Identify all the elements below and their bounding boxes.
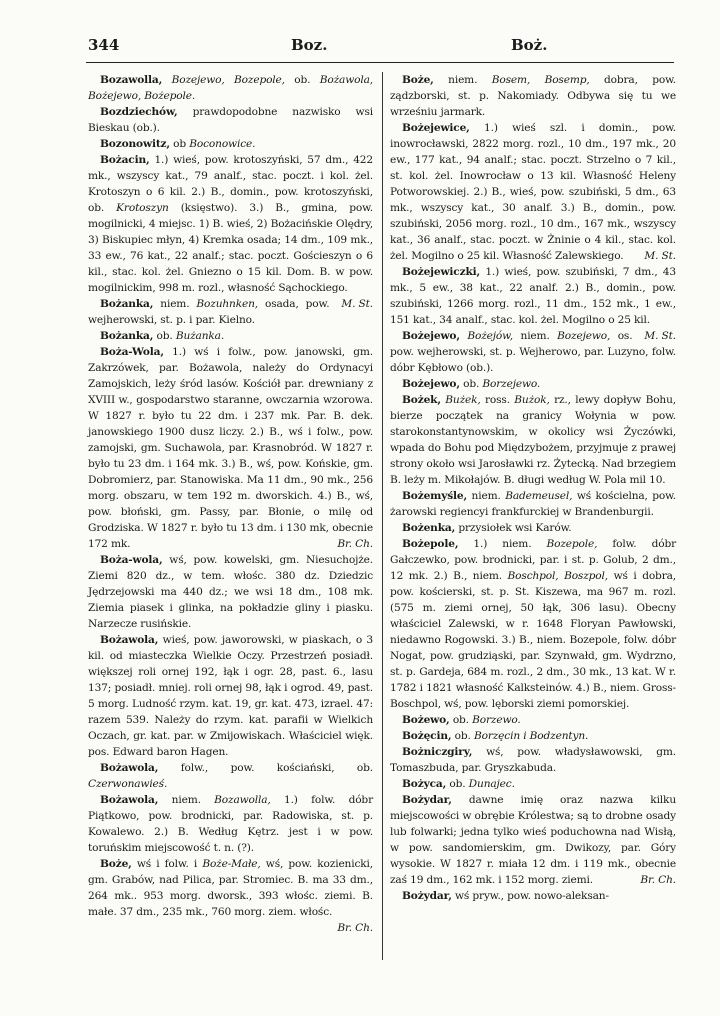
entry-author: M. St.: [644, 250, 676, 262]
entry-italic: Bużok,: [514, 394, 550, 406]
right-column: [390, 72, 676, 904]
entry-headword: Bożewo,: [402, 714, 450, 726]
entry-text: folw., pow. kościański, ob.: [158, 762, 373, 774]
entry-text: osada, pow. wejherowski, st. p. i par. Kielno.: [88, 298, 330, 326]
entry-headword: Boże,: [100, 858, 132, 870]
entry-headword: Bożanka,: [100, 298, 154, 310]
entry-headword: Bożydar,: [402, 890, 452, 902]
entry-text: ob.: [284, 74, 320, 86]
entry-headword: Bożawola,: [100, 634, 159, 646]
entry-headword: Bożanka,: [100, 330, 154, 342]
dictionary-entry: [390, 712, 676, 728]
entry-headword: Bożek,: [402, 394, 441, 406]
entry-text: niem.: [467, 490, 506, 502]
entry-text: dobra, pow. ządzborski, st. p. Nakomiady. Odbywa się tu we wrześniu jarmark.: [390, 74, 676, 118]
entry-headword: Bozonowitz,: [100, 138, 170, 150]
entry-text: ob: [169, 138, 190, 150]
entry-italic: Boschpol, Boszpol,: [507, 570, 608, 582]
entry-text: wś, pow. kozienicki, gm. Grabów, nad Pilica, par. Stromiec. B. ma 33 dm., 264 mk.. 953 morg. dworsk., 393 włośc. ziemi. B. małe. 37 dm., 235 mk., 760 morg. ziem. włośc.: [88, 858, 373, 918]
entry-text: ob.: [153, 330, 176, 342]
entry-text: ob.: [459, 378, 483, 390]
entry-headword: Boża-Wola,: [100, 346, 164, 358]
entry-text: 1.) folw. dóbr Piątkowo, pow. brodnicki, par. Radowiska, st. p. Kowalewo. 2.) B. Według Kętrz. jest i w pow. toruńskim miejscowość t. n. (?).: [88, 794, 373, 854]
entry-text: folw. dóbr Gałczewko, pow. brodnicki, par. i st. p. Golub, 2 dm., 12 mk. 2.) B., niem.: [390, 538, 676, 582]
entry-headword: Bożejewo,: [402, 378, 460, 390]
entry-italic: Borzęcin i Bodzentyn.: [473, 730, 589, 742]
entry-italic: Bozejewo,: [557, 330, 611, 342]
header-rule: [86, 62, 674, 63]
entry-headword: Bozawolla,: [100, 74, 163, 86]
dictionary-entry: [88, 136, 373, 152]
entry-text: niem.: [153, 298, 197, 310]
entry-text: 1.) niem.: [458, 538, 547, 550]
dictionary-entry: [390, 888, 676, 904]
dictionary-entry: [390, 520, 676, 536]
entry-author: Br. Ch.: [337, 538, 373, 550]
dictionary-entry: [390, 376, 676, 392]
entry-headword: Bożniczgiry,: [402, 746, 473, 758]
page-number: 344: [88, 36, 120, 54]
dictionary-entry: [390, 728, 676, 744]
dictionary-entry: [390, 536, 676, 712]
dictionary-entry: [390, 744, 676, 776]
entry-text: 1.) wieś, pow. krotoszyński, 57 dm., 422 mk., wszyscy kat., 79 analf., stac. poczt. i kol. żel. Krotoszyn o 6 kil. 2.) B., domin., pow. krotoszyński, ob.: [88, 154, 373, 214]
entry-text: dawne imię oraz nazwa kilku miejscowości w obrębie Królestwa; są to drobne osady lub folwarki; jedna tylko wieś poduchowna nad Wisłą, w pow. sandomierskim, gm. Dwikozy, par. Góry wysokie. W 1827 r. miała 12 dm. i 119 mk., obecnie zaś 19 dm., 162 mk. i 152 morg. ziemi.: [390, 794, 676, 886]
entry-italic: Bademeusel,: [505, 490, 573, 502]
entry-text: wś, pow. władysławowski, gm. Tomaszbuda, par. Gryszkabuda.: [390, 746, 676, 774]
dictionary-entry: [88, 760, 373, 792]
dictionary-entry: [88, 792, 373, 856]
left-running-head: Boz.: [291, 36, 328, 54]
entry-text: [162, 74, 171, 86]
entry-italic: Bozepole,: [546, 538, 598, 550]
entry-text: 1.) wś i folw., pow. janowski, gm. Zakrzówek, par. Bożawola, należy do Ordynacyi Zamojskich, leży śród lasów. Kościół par. drewniany z XVIII w., gospodarstwo staranne, owczarnia wzorowa. W 1827 r. było tu 22 dm. i 237 mk. Par. B. dek. janowskiego 1900 dusz liczy. 2.) B., wś i folw., pow. zamojski, gm. Suchawola, par. Krasnobród. W 1827 r. było tu 23 dm. i 164 mk. 3.) B., wś, pow. Końskie, gm. Dobromierz, par. Stanowiska. Ma 11 dm., 90 mk., 256 morg. obszaru, w tem 192 m. dworskich. 4.) B., wś, pow. błoński, gm. Passy, par. Błonie, o milę od Grodziska. W 1827 r. było tu 13 dm. i 130 mk, obecnie 172 mk.: [88, 346, 373, 550]
right-running-head: Boż.: [511, 36, 548, 54]
entry-italic: Borzewo.: [472, 714, 521, 726]
entry-author: Br. Ch.: [640, 874, 676, 886]
entry-text: wś i dobra, pow. kościerski, st. p. St. Kiszewa, ma 967 m. rozl. (575 m. ziemi ornej, 50 łąk, 306 lasu). Obecny właściciel Zalewski, w r. 1648 Floryan Pawłowski, niedawno Rogowski. 3.) B., niem. Bozepole, folw. dóbr Nogat, pow. grudziąski, par. Szynwałd, gm. Wydrzno, st. p. Gardeja, 684 m. rozl., 2 dm., 30 mk., 13 kat. W r. 1782 i 1821 własność Kalksteinów. 4.) B., niem. Gross-Boschpol, wś, pow. lęborski ziemi pomorskiej.: [390, 570, 676, 710]
entry-italic: Bozejewo, Bozepole,: [171, 74, 285, 86]
entry-text: przysiołek wsi Karów.: [455, 522, 572, 534]
entry-text: wś, pow. kowelski, gm. Niesuchojże. Ziemi 820 dz., w tem. włośc. 380 dz. Dziedzic Jędrzejowski ma 440 dz.; we wsi 18 dm., 108 mk. Ziemia piasek i glinka, na pokładzie gliny i piasku. Narzecze rusińskie.: [88, 554, 373, 630]
entry-italic: Bożawola, Bożejewo, Bożepole.: [88, 74, 373, 102]
entry-headword: Bożenka,: [402, 522, 456, 534]
entry-text: 1.) wieś szl. i domin., pow. inowrocławski, 2822 morg. rozl., 10 dm., 197 mk., 20 ew., 177 kat., 94 analf.; stac. poczt. Strzelno o 7 kil., st. kol. żel. Inowrocław o 13 kil. Własność Heleny Potworowskiej. 2.) B., wieś, pow. szubiński, 5 dm., 63 mk., wszyscy kat., 30 analf. 3.) B., domin., pow. szubiński, 2056 morg. rozl., 10 dm., 167 mk., wszyscy kat., 36 analf., stac. poczt. w Żninie o 4 kil., stac. kol. żel. Mogilno o 25 kil. Własność Zalewskiego.: [390, 122, 676, 262]
left-column: [88, 72, 373, 936]
dictionary-entry: [390, 488, 676, 520]
entry-text: (księstwo). 3.) B., gmina, pow. mogilnicki, 4 miejsc. 1) B. wieś, 2) Bożacińskie Olędry, 3) Biskupiec młyn, 4) Kremka osada; 14 dm., 109 mk., 33 ew., 76 kat., 22 analf.; stac. poczt. Gościeszyn o 6 kil., stac. kol. żel. Gniezno o 15 kil. Dom. B. w pow. mogilnickim, 998 m. rozl., własność Sąchockiego.: [88, 202, 373, 294]
entry-text: prawdopodobne nazwisko wsi Bieskau (ob.).: [88, 106, 373, 134]
dictionary-entry: [88, 104, 373, 136]
entry-text: niem.: [513, 330, 558, 342]
entry-text: wś pryw., pow. nowo-aleksan-: [451, 890, 609, 902]
entry-text: os. pow. wejherowski, st. p. Wejherowo, par. Luzyno, folw. dóbr Kębłowo (ob.).: [390, 330, 676, 374]
entry-italic: Boże-Małe,: [202, 858, 261, 870]
entry-italic: Bozawolla,: [214, 794, 271, 806]
entry-headword: Bożawola,: [100, 794, 159, 806]
entry-italic: Boconowice.: [189, 138, 256, 150]
entry-headword: Boże,: [402, 74, 434, 86]
entry-headword: Bożydar,: [402, 794, 452, 806]
entry-headword: Bożęcin,: [402, 730, 452, 742]
entry-author: M. St.: [644, 330, 676, 342]
entry-italic: Bożejów,: [467, 330, 514, 342]
dictionary-entry: [88, 72, 373, 104]
entry-italic: Borzejewo.: [482, 378, 541, 390]
entry-text: rz., lewy dopływ Bohu, bierze początek na granicy Wołynia w pow. starokonstantynowskim, w okolicy wsi Życzówki, wpada do Bohu pod Międzybożem, przyjmuje z prawej strony około wsi Jarosławki rz. Żytecką. Nad brzegiem B. leży m. Mikołajów. B. długi według W. Pola mil 10.: [390, 394, 676, 486]
entry-text: wieś, pow. jaworowski, w piaskach, o 3 kil. od miasteczka Wielkie Oczy. Przestrzeń posiadł. większej roli ornej 192, łąk i ogr. 28, past. 6., lasu 137; posiadł. mniej. roli ornej 98, łąk i ogrod. 49, past. 5 morg. Ludność rzym. kat. 19, gr. kat. 473, izrael. 47: razem 539. Należy do rzym. kat. parafii w Wielkich Oczach, gr. kat. par. w Zmijowiskach. Właściciel więk. pos. Edward baron Hagen.: [88, 634, 373, 758]
dictionary-entry: [88, 344, 373, 552]
entry-author: Br. Ch.: [337, 922, 373, 934]
column-divider: [382, 72, 383, 960]
entry-headword: Bozdziechów,: [100, 106, 178, 118]
entry-text: wś kościelna, pow. żarowski regiencyi frankfurckiej w Brandenburgii.: [390, 490, 676, 518]
entry-italic: Bużek,: [445, 394, 481, 406]
dictionary-entry: [88, 328, 373, 344]
entry-headword: Bożejewice,: [402, 122, 470, 134]
dictionary-entry: [390, 792, 676, 888]
page-header: [88, 36, 672, 54]
dictionary-entry: [390, 776, 676, 792]
entry-italic: Krotoszyn: [116, 202, 169, 214]
dictionary-entry: [390, 392, 676, 488]
dictionary-entry: [88, 856, 373, 934]
entry-headword: Bożejewiczki,: [402, 266, 481, 278]
entry-italic: Bosem, Bosemp,: [491, 74, 590, 86]
entry-headword: Bożyca,: [402, 778, 447, 790]
entry-italic: Bużanka.: [175, 330, 225, 342]
entry-author: M. St.: [341, 298, 373, 310]
entry-text: niem.: [158, 794, 215, 806]
entry-italic: Dunajec.: [468, 778, 515, 790]
dictionary-entry: [88, 632, 373, 760]
entry-text: ross.: [480, 394, 515, 406]
entry-headword: Bożawola,: [100, 762, 159, 774]
entry-italic: Czerwonawieś.: [88, 778, 168, 790]
entry-headword: Bożacin,: [100, 154, 150, 166]
entry-headword: Bożejewo,: [402, 330, 460, 342]
entry-headword: Boża-wola,: [100, 554, 163, 566]
entry-text: ob.: [451, 730, 474, 742]
entry-text: 1.) wieś, pow. szubiński, 7 dm., 43 mk., 5 ew., 38 kat., 22 analf. 2.) B., domin., pow. szubiński, 1266 morg. rozl., 11 dm., 152 mk., 1 ew., 151 kat., 34 analf., stac. kol. żel. Mogilno o 25 kil.: [390, 266, 676, 326]
entry-headword: Bożemyśle,: [402, 490, 468, 502]
entry-italic: Bozuhnken,: [196, 298, 259, 310]
entry-text: ob.: [446, 778, 469, 790]
entry-text: niem.: [433, 74, 492, 86]
dictionary-entry: [390, 72, 676, 120]
entry-text: wś i folw. i: [131, 858, 203, 870]
entry-headword: Bożepole,: [402, 538, 459, 550]
dictionary-entry: [88, 552, 373, 632]
entry-text: ob.: [449, 714, 473, 726]
dictionary-entry: [390, 120, 676, 264]
